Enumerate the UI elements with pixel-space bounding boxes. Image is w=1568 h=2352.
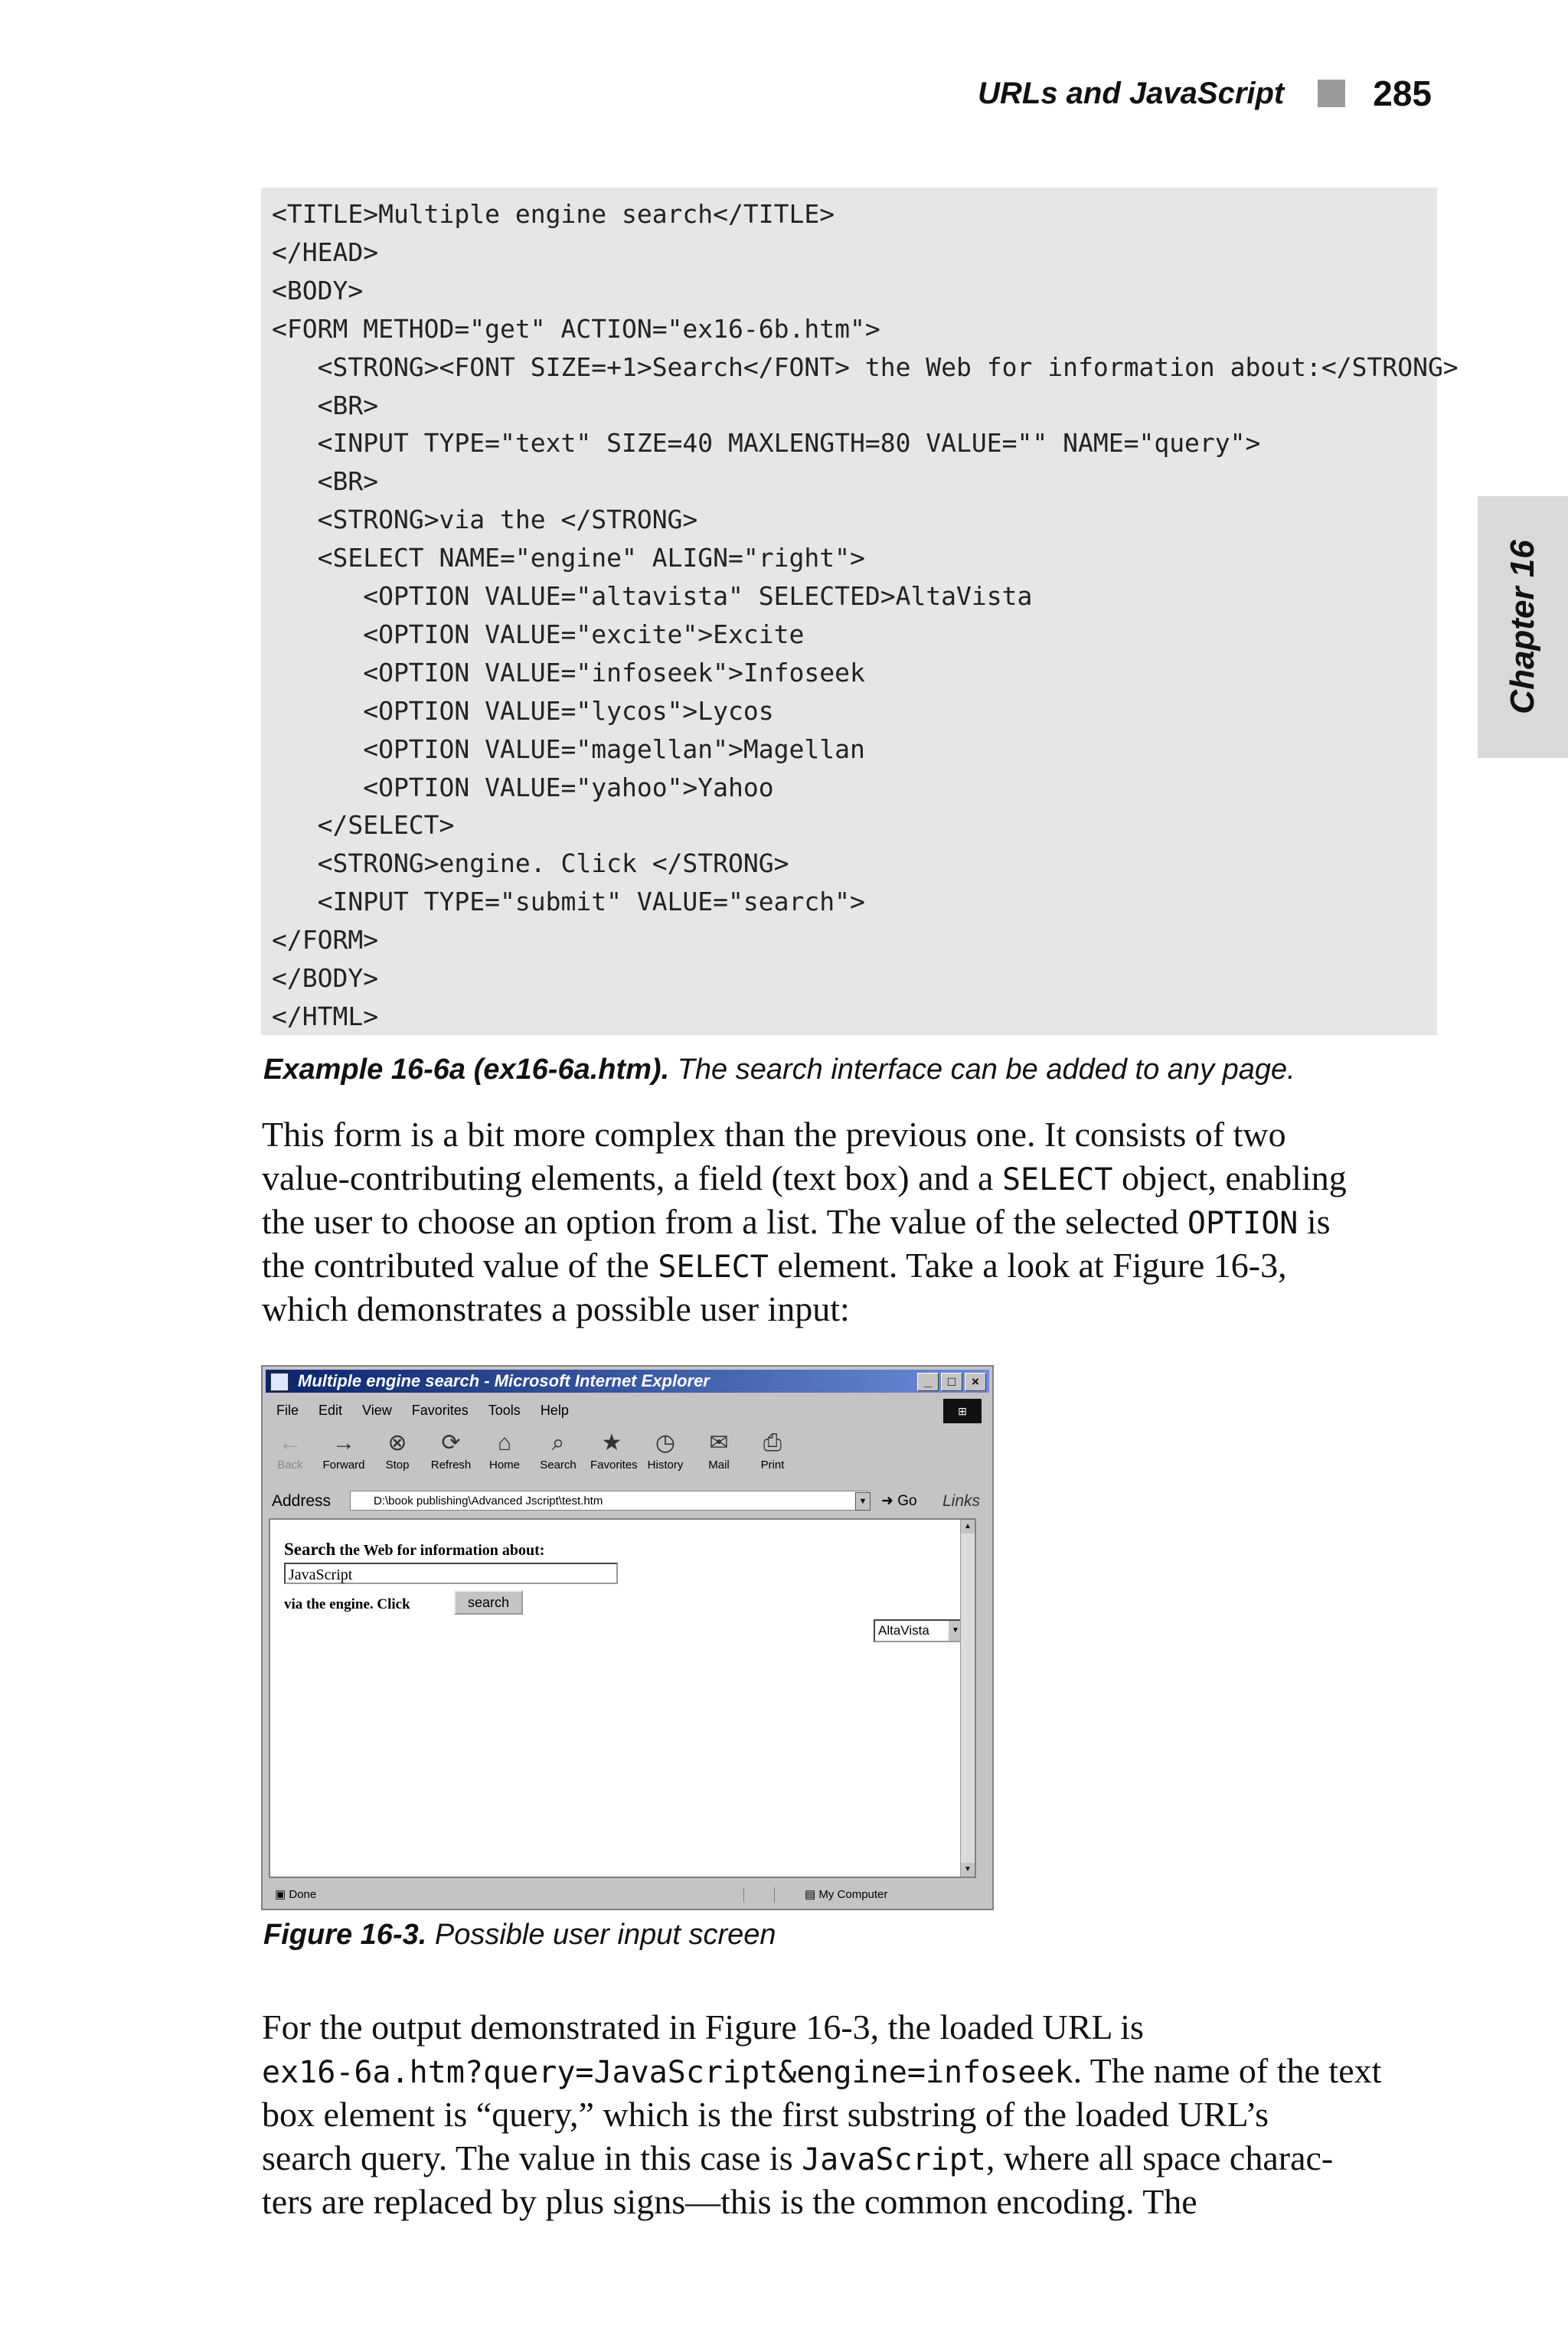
address-label: Address bbox=[272, 1492, 332, 1510]
body-paragraph-1 bbox=[262, 1112, 1456, 1331]
chapter-side-tab bbox=[1478, 496, 1568, 758]
engine-select[interactable] bbox=[874, 1619, 964, 1642]
paragraph-line bbox=[262, 1156, 1456, 1200]
minimize-button[interactable]: _ bbox=[917, 1373, 939, 1391]
figure-caption bbox=[263, 1919, 776, 1952]
query-input[interactable]: JavaScript bbox=[284, 1563, 618, 1584]
code-line: <STRONG>engine. Click </STRONG> bbox=[272, 848, 789, 879]
code-line: <OPTION VALUE="magellan">Magellan bbox=[272, 733, 865, 764]
toolbar-label: Favorites bbox=[590, 1459, 638, 1472]
running-title: URLs and JavaScript bbox=[978, 76, 1285, 110]
go-button[interactable] bbox=[881, 1489, 917, 1514]
toolbar-button-home[interactable] bbox=[483, 1428, 526, 1481]
toolbar-button-refresh[interactable] bbox=[430, 1428, 472, 1481]
page-prompt-big: Search bbox=[284, 1540, 336, 1559]
paragraph-line bbox=[262, 1287, 1456, 1331]
menu-tools[interactable]: Tools bbox=[488, 1403, 521, 1418]
print-icon: ⎙ bbox=[763, 1430, 782, 1455]
paragraph-line bbox=[262, 2136, 1456, 2180]
scroll-up-icon[interactable]: ▲ bbox=[961, 1520, 975, 1534]
code-line: </BODY> bbox=[272, 963, 379, 993]
code-line: <OPTION VALUE="altavista" SELECTED>AltaVista bbox=[272, 581, 1033, 611]
status-divider bbox=[743, 1887, 744, 1903]
status-zone-text: My Computer bbox=[818, 1888, 888, 1901]
toolbar-label: Back bbox=[277, 1459, 303, 1472]
links-button[interactable]: Links bbox=[942, 1492, 981, 1510]
inline-code: OPTION bbox=[1187, 1206, 1298, 1241]
code-line: <BODY> bbox=[272, 275, 364, 305]
code-line: <OPTION VALUE="excite">Excite bbox=[272, 619, 805, 649]
search-icon: ⌕ bbox=[551, 1430, 565, 1455]
menu-file[interactable]: File bbox=[276, 1403, 299, 1418]
browser-toolbar bbox=[269, 1428, 986, 1481]
paragraph-line bbox=[262, 2180, 1456, 2223]
forward-arrow-icon: → bbox=[332, 1430, 355, 1455]
code-line: <OPTION VALUE="lycos">Lycos bbox=[272, 695, 774, 726]
back-arrow-icon: ← bbox=[279, 1430, 302, 1455]
toolbar-label: Forward bbox=[322, 1459, 365, 1472]
menu-view[interactable]: View bbox=[362, 1403, 392, 1418]
code-line: <OPTION VALUE="infoseek">Infoseek bbox=[272, 657, 865, 688]
status-divider bbox=[774, 1887, 775, 1903]
go-label: Go bbox=[897, 1493, 917, 1509]
address-dropdown-icon[interactable]: ▼ bbox=[855, 1492, 871, 1511]
page-status-icon: ▣ bbox=[275, 1888, 286, 1901]
text-run: the user to choose an option from a list. The value of the selected bbox=[262, 1202, 1187, 1241]
paragraph-line bbox=[262, 2092, 1456, 2136]
close-button[interactable]: × bbox=[965, 1373, 986, 1391]
paragraph-line bbox=[262, 1243, 1456, 1287]
figure-caption-label: Figure 16-3. bbox=[263, 1919, 427, 1951]
refresh-icon: ⟳ bbox=[441, 1430, 461, 1455]
toolbar-label: Home bbox=[488, 1459, 520, 1472]
text-run: This form is a bit more complex than the previous one. It consists of two bbox=[262, 1115, 1286, 1154]
inline-code: ex16-6a.htm?query=JavaScript&engine=infoseek bbox=[262, 2055, 1073, 2090]
text-run: , where all space charac- bbox=[985, 2138, 1334, 2177]
text-run: object, enabling bbox=[1112, 1158, 1347, 1197]
windows-logo-icon: ⊞ bbox=[943, 1399, 982, 1423]
inline-code: SELECT bbox=[1001, 1162, 1113, 1197]
status-bar bbox=[269, 1884, 986, 1906]
paragraph-line bbox=[262, 1200, 1456, 1243]
chevron-down-icon: ▼ bbox=[949, 1621, 962, 1641]
vertical-scrollbar[interactable] bbox=[960, 1520, 975, 1877]
text-run: value-contributing elements, a field (text box) and a bbox=[262, 1158, 1002, 1197]
search-button[interactable]: search bbox=[454, 1590, 523, 1615]
header-square-marker bbox=[1318, 80, 1345, 107]
stop-icon: ⊗ bbox=[387, 1430, 407, 1455]
menu-edit[interactable]: Edit bbox=[318, 1403, 343, 1418]
figure-caption-text: Possible user input screen bbox=[426, 1919, 776, 1951]
code-line: <INPUT TYPE="text" SIZE=40 MAXLENGTH=80 VALUE="" NAME="query"> bbox=[272, 428, 1261, 459]
mail-icon: ✉ bbox=[709, 1430, 729, 1455]
go-arrow-icon: ➜ bbox=[881, 1493, 893, 1509]
toolbar-button-mail[interactable] bbox=[697, 1428, 740, 1481]
text-run: which demonstrates a possible user input: bbox=[262, 1289, 850, 1328]
toolbar-label: Search bbox=[540, 1459, 577, 1472]
code-listing bbox=[261, 188, 1459, 1035]
code-line: <STRONG>via the </STRONG> bbox=[272, 505, 698, 535]
engine-select-value: AltaVista bbox=[878, 1623, 929, 1638]
text-run: element. Take a look at Figure 16-3, bbox=[768, 1246, 1287, 1285]
menu-help[interactable]: Help bbox=[540, 1403, 569, 1418]
inline-code: JavaScript bbox=[802, 2142, 986, 2177]
code-line: <BR> bbox=[272, 466, 379, 497]
menu-favorites[interactable]: Favorites bbox=[411, 1403, 469, 1418]
example-caption-label: Example 16-6a (ex16-6a.htm). bbox=[263, 1054, 670, 1086]
home-icon: ⌂ bbox=[497, 1430, 512, 1455]
via-text: via the engine. Click bbox=[284, 1596, 410, 1612]
status-done bbox=[275, 1884, 316, 1906]
body-paragraph-2 bbox=[262, 2005, 1456, 2223]
chapter-tab-label: Chapter 16 bbox=[1504, 540, 1541, 714]
page-number: 285 bbox=[1373, 74, 1432, 113]
code-line: </HTML> bbox=[272, 1001, 379, 1031]
paragraph-line bbox=[262, 2005, 1456, 2049]
example-caption bbox=[263, 1054, 1295, 1086]
address-input[interactable]: D:\book publishing\Advanced Jscript\test.htm bbox=[350, 1491, 867, 1511]
paragraph-line bbox=[262, 1112, 1456, 1156]
toolbar-button-back[interactable] bbox=[269, 1428, 312, 1481]
code-line: <OPTION VALUE="yahoo">Yahoo bbox=[272, 772, 774, 802]
code-line: <TITLE>Multiple engine search</TITLE> bbox=[272, 199, 835, 229]
paragraph-line bbox=[262, 2049, 1456, 2092]
history-icon: ◷ bbox=[655, 1430, 676, 1455]
example-caption-text: The search interface can be added to any page. bbox=[669, 1054, 1295, 1086]
scroll-down-icon[interactable]: ▼ bbox=[961, 1863, 975, 1877]
toolbar-label: Mail bbox=[708, 1459, 730, 1472]
toolbar-button-search[interactable] bbox=[537, 1428, 580, 1481]
text-run: . The name of the text bbox=[1073, 2051, 1382, 2090]
computer-icon: ▤ bbox=[805, 1888, 816, 1901]
toolbar-button-favorites[interactable] bbox=[590, 1428, 638, 1481]
text-run: box element is “query,” which is the first substring of the loaded URL’s bbox=[262, 2095, 1269, 2134]
address-bar bbox=[269, 1489, 986, 1514]
code-line: <STRONG><FONT SIZE=+1>Search</FONT> the Web for information about:</STRONG> bbox=[272, 351, 1459, 382]
browser-screenshot bbox=[261, 1365, 994, 1910]
menu-bar bbox=[276, 1399, 569, 1422]
window-controls bbox=[917, 1373, 986, 1391]
code-line: <FORM METHOD="get" ACTION="ex16-6b.htm"> bbox=[272, 313, 880, 344]
inline-code: SELECT bbox=[658, 1250, 769, 1285]
window-title: Multiple engine search - Microsoft Internet Explorer bbox=[298, 1371, 710, 1390]
toolbar-label: History bbox=[647, 1459, 684, 1472]
toolbar-button-stop[interactable] bbox=[376, 1428, 419, 1481]
running-header bbox=[942, 70, 1432, 116]
code-line: </SELECT> bbox=[272, 810, 455, 841]
text-run: the contributed value of the bbox=[262, 1246, 658, 1285]
window-titlebar bbox=[266, 1370, 989, 1393]
page-prompt bbox=[284, 1540, 544, 1560]
text-run: search query. The value in this case is bbox=[262, 2138, 802, 2177]
toolbar-label: Stop bbox=[385, 1459, 410, 1472]
code-line: <BR> bbox=[272, 390, 379, 420]
toolbar-button-print[interactable] bbox=[751, 1428, 794, 1481]
text-run: is bbox=[1298, 1202, 1331, 1241]
code-line: <INPUT TYPE="submit" VALUE="search"> bbox=[272, 887, 865, 917]
toolbar-label: Refresh bbox=[430, 1459, 472, 1472]
text-run: For the output demonstrated in Figure 16-3, the loaded URL is bbox=[262, 2007, 1144, 2047]
text-run: ters are replaced by plus signs—this is the common encoding. The bbox=[262, 2182, 1197, 2221]
toolbar-button-history[interactable] bbox=[644, 1428, 687, 1481]
status-zone bbox=[805, 1884, 887, 1906]
page-viewport bbox=[269, 1518, 976, 1878]
ie-page-icon bbox=[270, 1373, 289, 1391]
status-done-text: Done bbox=[289, 1888, 317, 1901]
code-line: <SELECT NAME="engine" ALIGN="right"> bbox=[272, 543, 865, 573]
toolbar-label: Print bbox=[760, 1459, 785, 1472]
toolbar-button-forward[interactable] bbox=[322, 1428, 365, 1481]
maximize-button[interactable]: □ bbox=[941, 1373, 962, 1391]
code-line: </FORM> bbox=[272, 925, 379, 956]
favorites-icon: ★ bbox=[601, 1430, 622, 1455]
code-line: </HEAD> bbox=[272, 237, 379, 267]
page-prompt-rest: the Web for information about: bbox=[335, 1542, 545, 1559]
